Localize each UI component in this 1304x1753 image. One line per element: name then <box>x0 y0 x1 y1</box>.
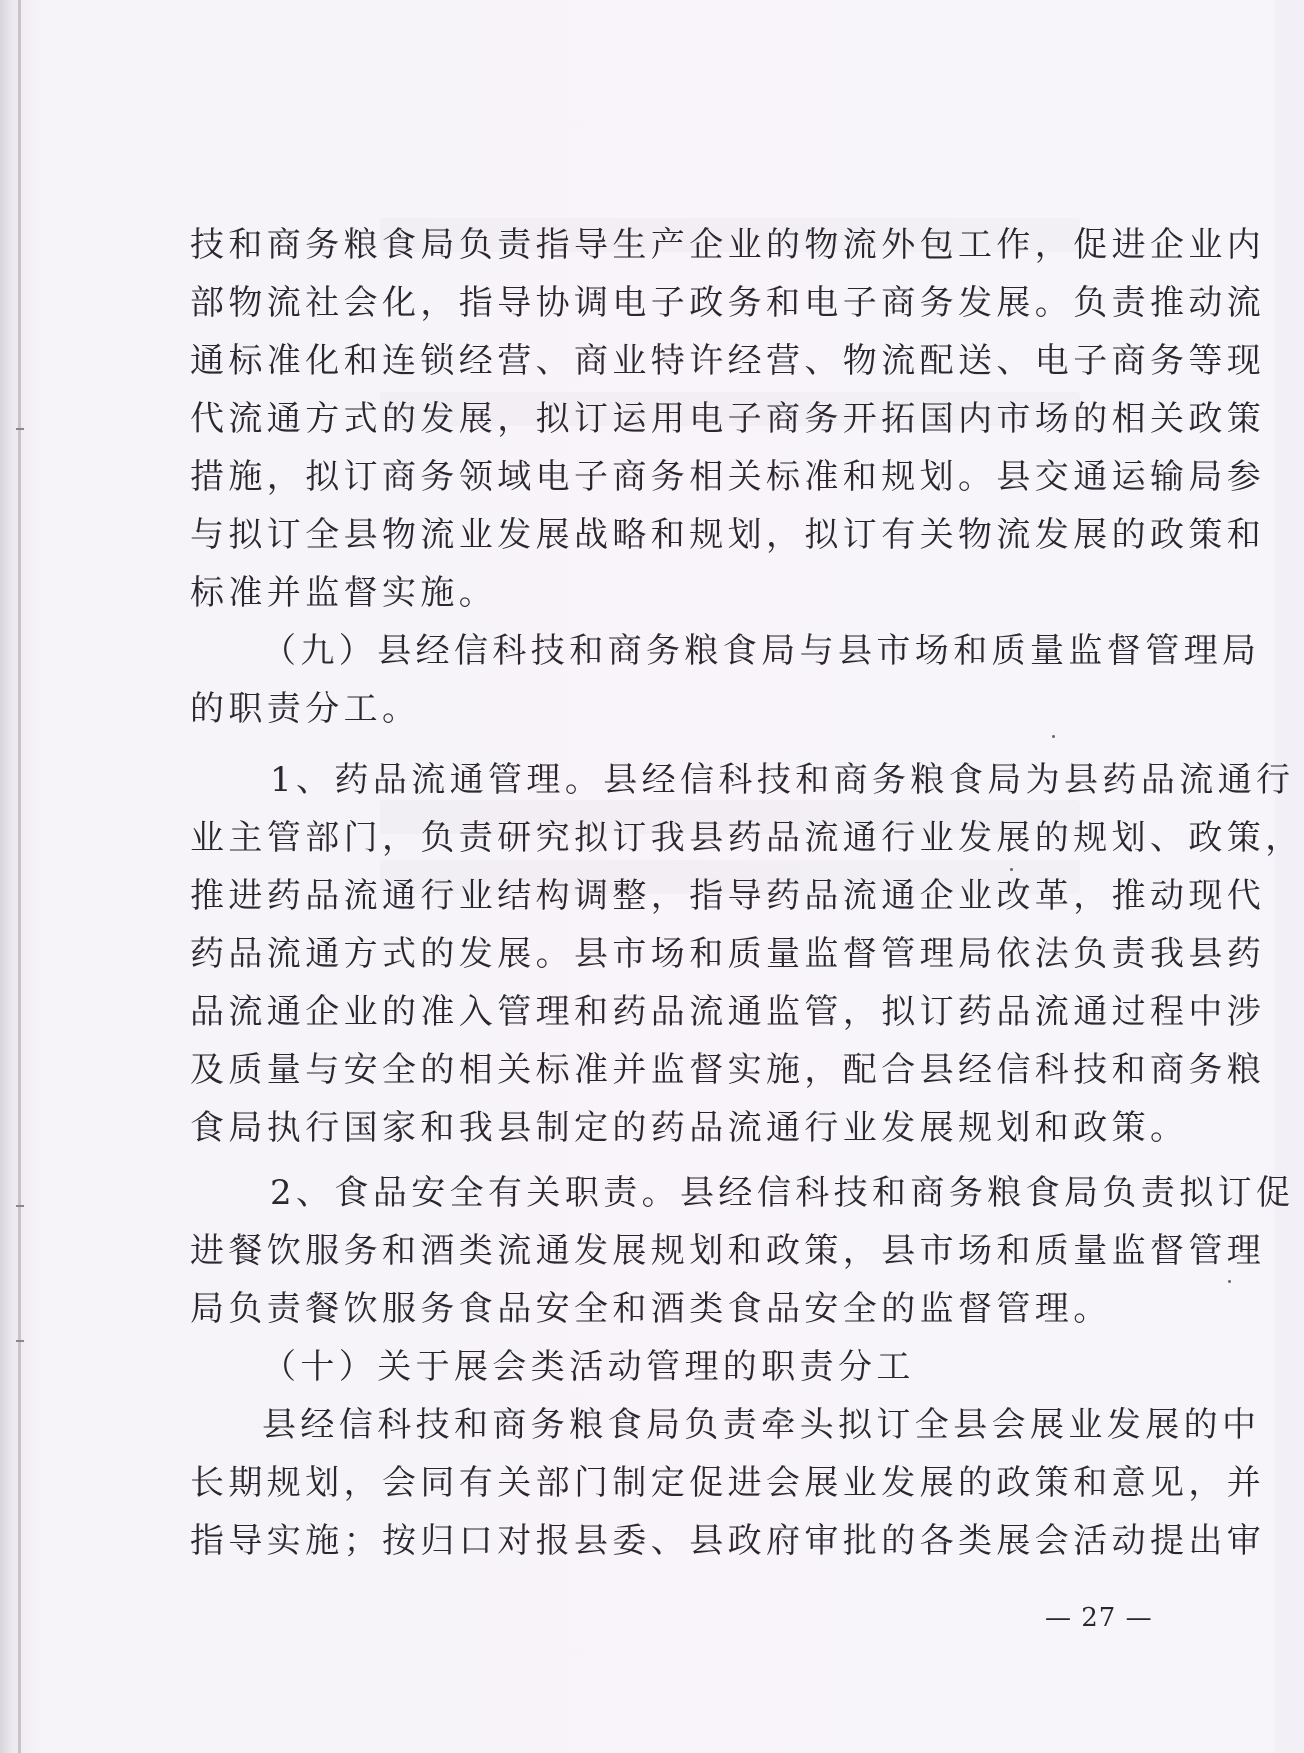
paper-speck <box>1228 1280 1231 1283</box>
staple-mark <box>16 428 24 430</box>
text-line: 推进药品流通行业结构调整，指导药品流通企业改革，推动现代 <box>190 876 1266 916</box>
binding-edge <box>18 0 21 1753</box>
text-line: 局负责餐饮服务食品安全和酒类食品安全的监督管理。 <box>190 1289 1112 1329</box>
paper-speck <box>1052 735 1055 738</box>
numbered-item: 2、食品安全有关职责。县经信科技和商务粮食局负责拟订促 <box>270 1173 1295 1213</box>
section-heading: （十）关于展会类活动管理的职责分工 <box>262 1347 915 1387</box>
text-line: 标准并监督实施。 <box>190 573 498 613</box>
staple-mark <box>16 1205 24 1207</box>
staple-mark <box>16 1340 24 1342</box>
text-line: 代流通方式的发展，拟订运用电子商务开拓国内市场的相关政策 <box>190 399 1266 439</box>
text-line: 措施，拟订商务领域电子商务相关标准和规划。县交通运输局参 <box>190 457 1266 497</box>
text-line: 的职责分工。 <box>190 689 421 729</box>
text-line: 部物流社会化，指导协调电子政务和电子商务发展。负责推动流 <box>190 283 1266 323</box>
text-line: 指导实施；按归口对报县委、县政府审批的各类展会活动提出审 <box>190 1521 1266 1561</box>
text-line: 药品流通方式的发展。县市场和质量监督管理局依法负责我县药 <box>190 934 1266 974</box>
paper-speck <box>1010 868 1013 871</box>
text-line: 与拟订全县物流业发展战略和规划，拟订有关物流发展的政策和 <box>190 515 1266 555</box>
section-heading: （九）县经信科技和商务粮食局与县市场和质量监督管理局 <box>262 631 1261 671</box>
text-line: 长期规划，会同有关部门制定促进会展业发展的政策和意见，并 <box>190 1463 1266 1503</box>
text-line: 通标准化和连锁经营、商业特许经营、物流配送、电子商务等现 <box>190 341 1266 381</box>
text-line: 品流通企业的准入管理和药品流通监管，拟订药品流通过程中涉 <box>190 992 1266 1032</box>
page-number: — 27 — <box>1045 1603 1153 1633</box>
text-line: 及质量与安全的相关标准并监督实施，配合县经信科技和商务粮 <box>190 1050 1266 1090</box>
text-line: 业主管部门，负责研究拟订我县药品流通行业发展的规划、政策， <box>190 818 1304 858</box>
text-line: 进餐饮服务和酒类流通发展规划和政策，县市场和质量监督管理 <box>190 1231 1266 1271</box>
text-line: 食局执行国家和我县制定的药品流通行业发展规划和政策。 <box>190 1108 1189 1148</box>
text-line: 技和商务粮食局负责指导生产企业的物流外包工作，促进企业内 <box>190 225 1266 265</box>
numbered-item: 1、药品流通管理。县经信科技和商务粮食局为县药品流通行 <box>270 760 1295 800</box>
text-line: 县经信科技和商务粮食局负责牵头拟订全县会展业发展的中 <box>262 1405 1261 1445</box>
